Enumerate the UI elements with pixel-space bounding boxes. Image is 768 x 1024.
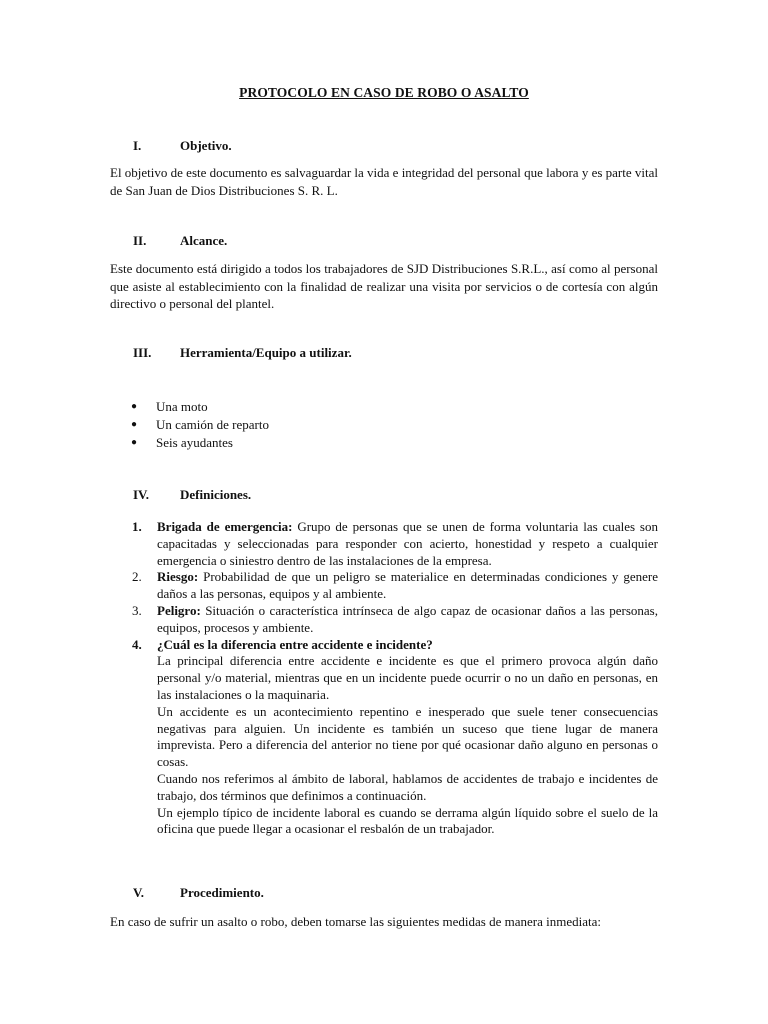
document-title: PROTOCOLO EN CASO DE ROBO O ASALTO — [239, 85, 529, 100]
section-heading-herramienta — [133, 345, 352, 361]
bullet-icon: ● — [131, 419, 138, 430]
procedimiento-paragraph: En caso de sufrir un asalto o robo, deben tomarse las siguientes medidas de manera inmediata: — [110, 914, 601, 929]
definition-text: Situación o característica intrínseca de algo capaz de ocasionar daños a las personas, equipos, procesos y ambiente. — [157, 602, 658, 635]
definition-paragraph: Cuando nos referimos al ámbito de laboral, hablamos de accidentes de trabajo e incidentes de trabajo, dos términos que definimos a continuación. — [157, 770, 658, 803]
section-heading-objetivo — [133, 138, 232, 154]
definition-number: 2. — [132, 569, 142, 585]
list-item-text: Una moto — [156, 399, 208, 414]
section-title: Definiciones. — [180, 487, 252, 502]
section-title: Alcance. — [180, 233, 228, 248]
bullet-icon: ● — [131, 401, 138, 412]
definition-number: 3. — [132, 602, 142, 618]
list-item — [131, 434, 269, 452]
section-title: Herramienta/Equipo a utilizar. — [180, 345, 352, 360]
definition-paragraph: Un accidente es un acontecimiento repentino e inesperado que suele tener consecuencias negativas para alguien. Un incidente es también un suceso que tiene lugar de manera imprevista. Pero a diferencia del anterior no tiene por qué ocasionar daño alguno en personas o cosas. — [157, 703, 658, 770]
definition-number: 4. — [132, 636, 142, 652]
section-number: III. — [133, 345, 152, 360]
definition-body — [157, 519, 658, 569]
definition-term: Riesgo: — [157, 569, 199, 585]
definitions-list — [132, 519, 658, 838]
section-heading-alcance — [133, 233, 227, 249]
section-heading-procedimiento — [133, 885, 264, 901]
bullet-icon: ● — [131, 437, 138, 448]
definition-term: ¿Cuál es la diferencia entre accidente e incidente? — [157, 636, 433, 652]
section-number: V. — [133, 885, 144, 900]
list-item — [131, 398, 269, 416]
section-title: Objetivo. — [180, 138, 232, 153]
definition-item — [132, 603, 658, 637]
definition-term: Brigada de emergencia: — [157, 519, 293, 534]
definition-body — [157, 603, 658, 637]
list-item-text: Seis ayudantes — [156, 435, 233, 450]
definition-paragraph: La principal diferencia entre accidente e incidente es que el primero provoca algún daño personal y/o material, mientras que en un incidente puede ocurrir o no un daño en personas, en las instalaciones o la maquinaria. — [157, 653, 658, 702]
definition-item — [132, 637, 658, 839]
definition-text: Probabilidad de que un peligro se materialice en determinadas condiciones y genere daños a las personas, equipos y al ambiente. — [157, 569, 658, 602]
objetivo-paragraph: El objetivo de este documento es salvaguardar la vida e integridad del personal que labora y es parte vital de San Juan de Dios Distribuciones S. R. L. — [110, 165, 658, 198]
section-number: I. — [133, 138, 142, 153]
definition-item — [132, 569, 658, 603]
definition-text: Grupo de personas que se unen de forma voluntaria las cuales son capacitadas y seleccionadas para responder con acierto, honestidad y respeto a cualquier emergencia o siniestro dentro de las instalaciones de la empresa. — [157, 519, 658, 568]
definition-number: 1. — [132, 519, 142, 534]
definition-term: Peligro: — [157, 602, 201, 618]
list-item-text: Un camión de reparto — [156, 417, 269, 432]
list-item — [131, 416, 269, 434]
section-title: Procedimiento. — [180, 885, 264, 900]
section-number: II. — [133, 233, 147, 248]
section-heading-definiciones — [133, 487, 251, 503]
section-number: IV. — [133, 487, 150, 502]
equipment-list — [131, 398, 269, 452]
alcance-paragraph: Este documento está dirigido a todos los trabajadores de SJD Distribuciones S.R.L., así como al personal que asiste al establecimiento con la finalidad de realizar una visita por servicios o de cortesía con algún directivo o personal del plantel. — [110, 261, 658, 311]
definition-paragraph: Un ejemplo típico de incidente laboral es cuando se derrama algún líquido sobre el suelo de la oficina que puede llegar a ocasionar el resbalón de un trabajador. — [157, 804, 658, 837]
definition-body — [157, 569, 658, 603]
definition-body — [157, 637, 658, 839]
definition-item — [132, 519, 658, 569]
